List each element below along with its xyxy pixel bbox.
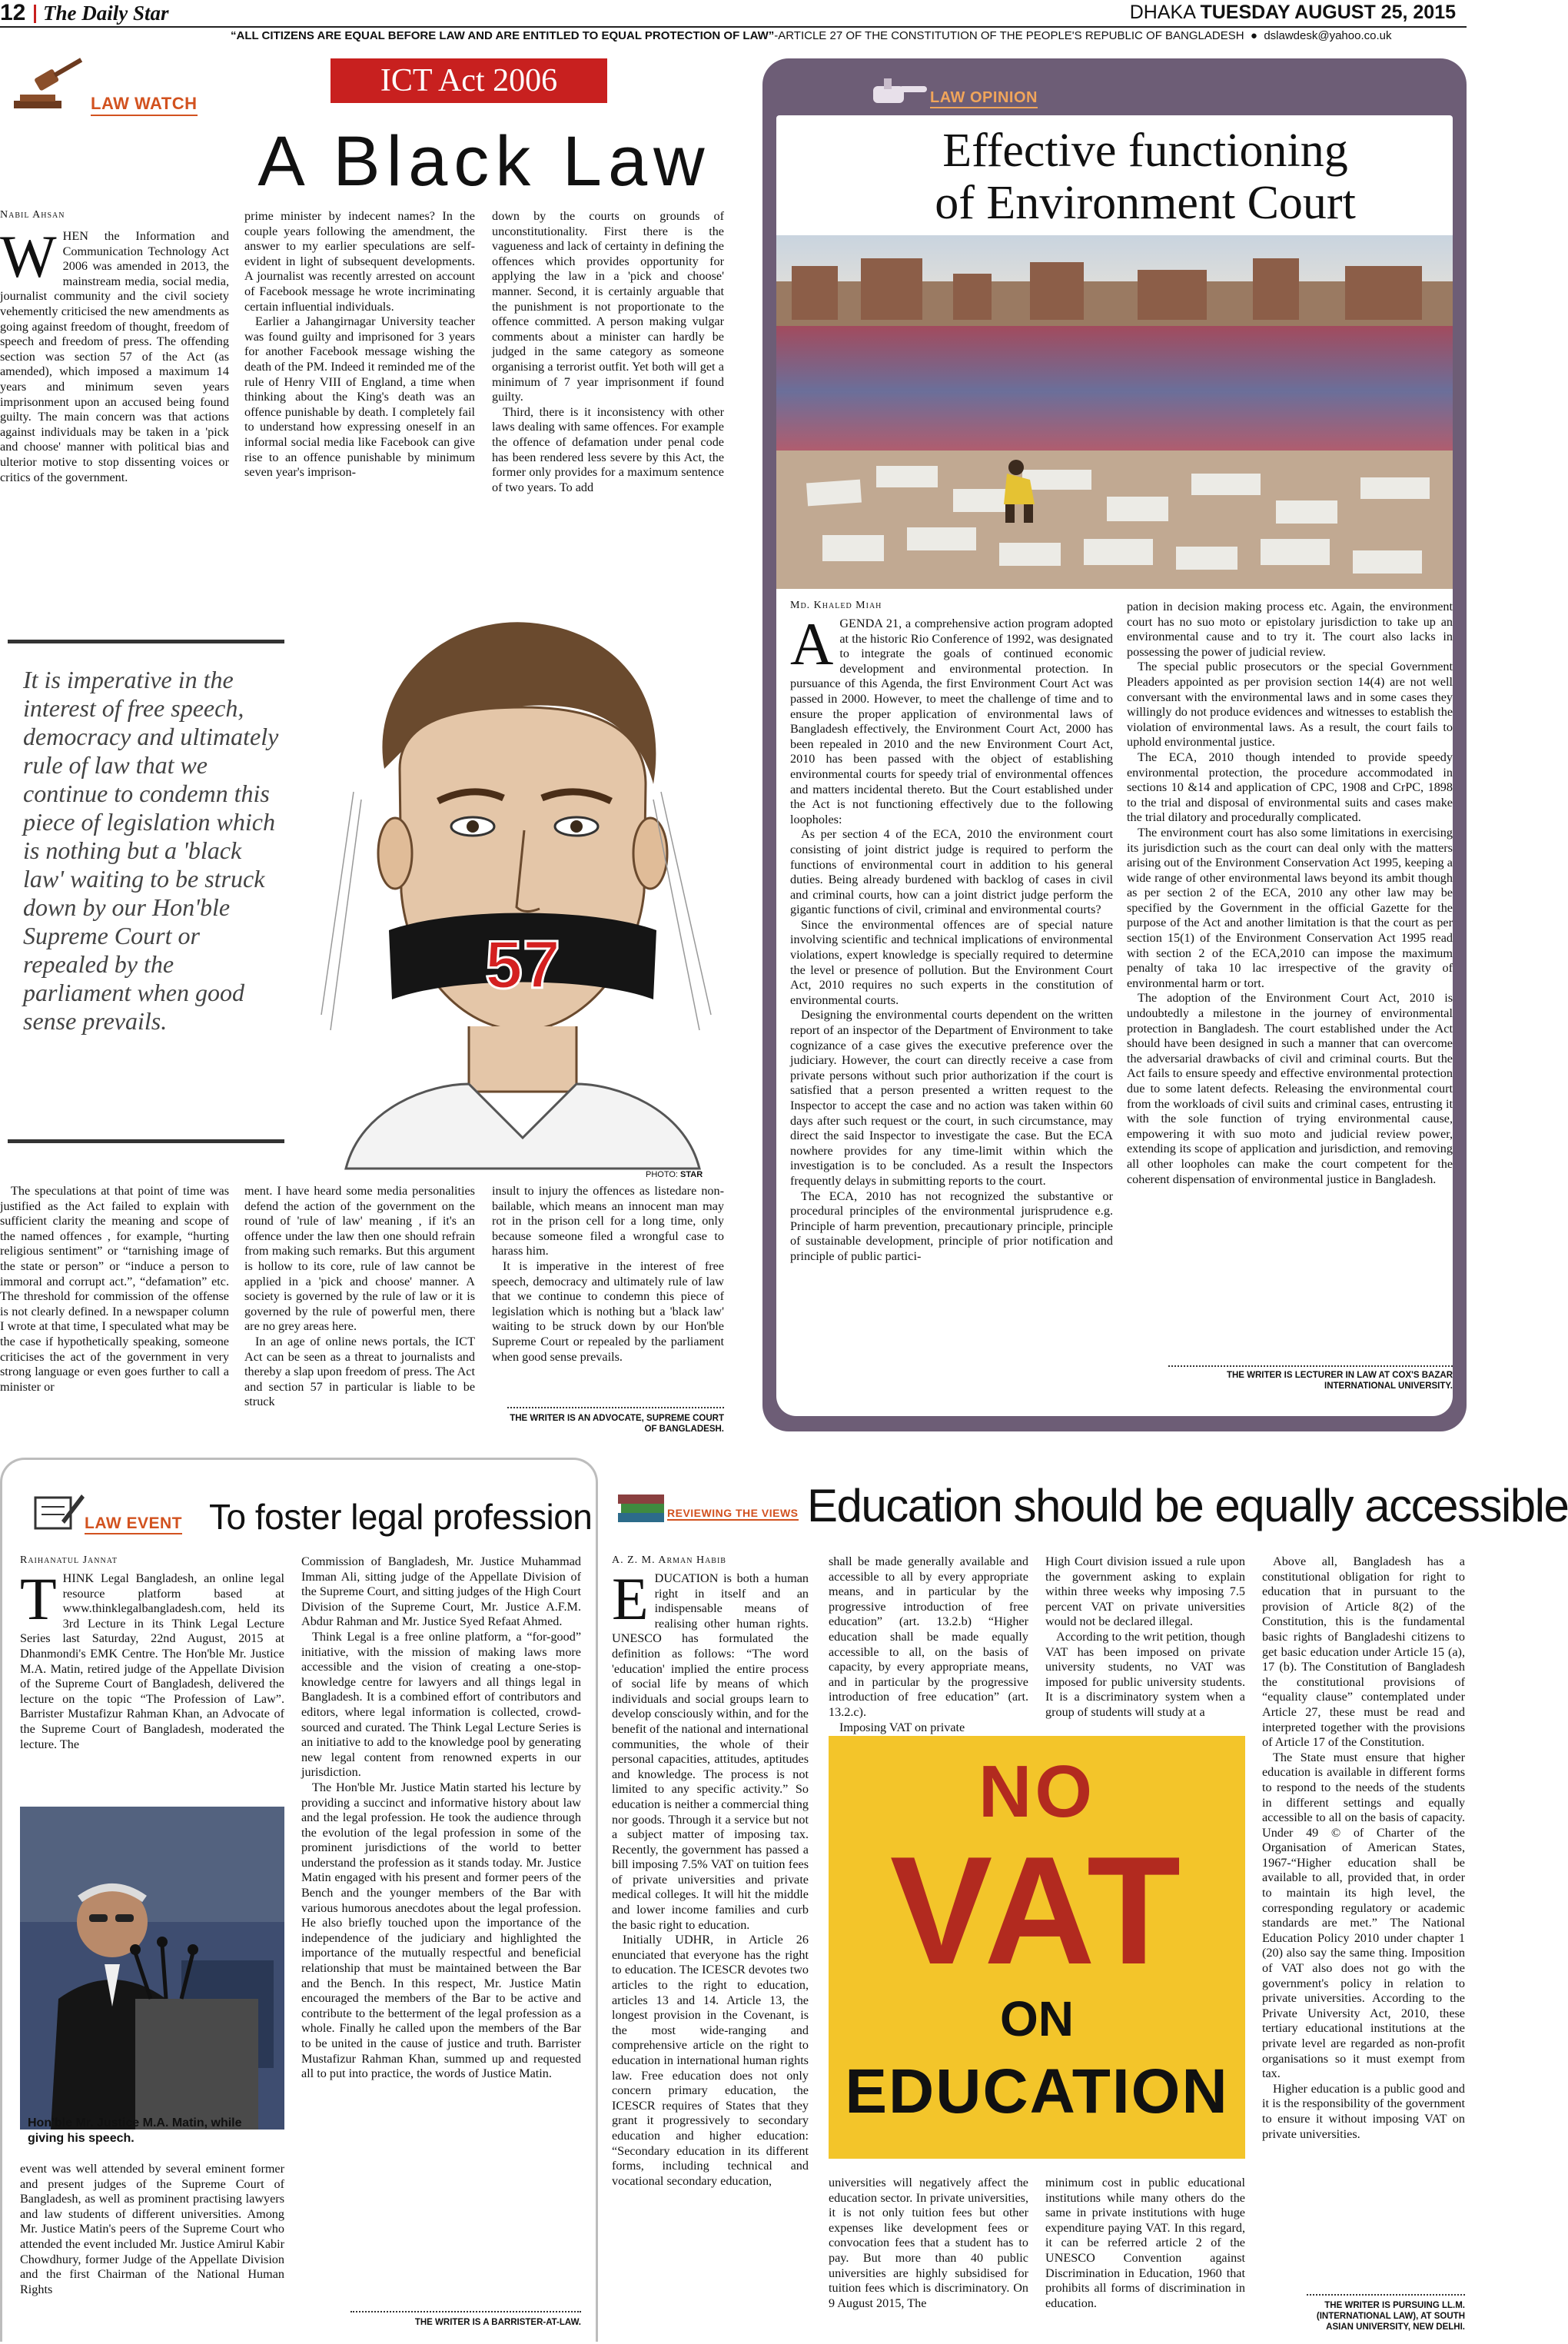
paragraph: Since the environmental offences are of special nature involving scientific and technical implications of environmental violations, expert knowledge is specially required to determine the level or presence of pollution. But the Environment Court Act, 2010 requires no such experts in the constitution of environmental courts.	[790, 917, 1113, 1007]
law-watch-signoff: THE WRITER IS AN ADVOCATE, SUPREME COURT OF BANGLADESH.	[510, 1414, 724, 1434]
reviewing-col3-bottom	[1045, 2176, 1245, 2311]
law-watch-col1	[0, 223, 229, 485]
law-watch-bottom-col2	[244, 1184, 475, 1410]
quote-text: “ALL CITIZENS ARE EQUAL BEFORE LAW AND ARE ENTITLED TO EQUAL PROTECTION OF LAW”	[231, 29, 775, 42]
page-number: 12	[0, 0, 37, 26]
signoff-rule	[1307, 2294, 1465, 2296]
photo-credit	[646, 1170, 703, 1179]
paragraph: event was well attended by several eminent former and present judges of the Supreme Court of Bangladesh, as well as prominent practising lawyers and law students of different universities. Among Mr. Justice Matin's peers of the Supreme Court who attended the event included Mr. Justice Amirul Kabir Chowdhury, former Judge of the Appellate Division and the first Chairman of the National Human Rights	[20, 2162, 284, 2296]
law-opinion-col2	[1127, 600, 1453, 1187]
paragraph: The ECA, 2010 has not recognized the substantive or procedural principles of the environmental jurisprudence e.g. Principle of harm prevention, precautionary principle, principle of sustainable development, principle of prior notification and principle of public partici-	[790, 1189, 1113, 1263]
date: TUESDAY AUGUST 25, 2015	[1200, 2, 1456, 23]
paragraph: It is imperative in the interest of free speech, democracy and ultimately rule of law that we continue to condemn this piece of legislation which is nothing but a 'black law' waiting to be struck down by our Hon'ble Supreme Court or repealed by the parliament when good sense prevails.	[492, 1258, 724, 1364]
paragraph: Higher education is a public good and it is the responsibility of the government to ensure it without imposing VAT on private universities.	[1262, 2081, 1465, 2141]
books-icon	[615, 1484, 670, 1527]
constitution-quote	[231, 28, 1392, 45]
bullet-icon: ●	[1250, 29, 1257, 42]
dropcap: T	[20, 1565, 57, 1632]
reviewing-views-byline: A. Z. M. Arman Habib	[612, 1554, 726, 1566]
paragraph: insult to injury the offences as listedare non-bailable, which means an innocent man may rot in the prison cell for a long time, only because someone filed a wrongful case to harass him.	[492, 1184, 724, 1258]
no-vat-poster	[829, 1736, 1245, 2159]
city: DHAKA	[1129, 2, 1195, 23]
signoff-rule	[507, 1407, 724, 1408]
pull-quote-rule-bottom	[8, 1139, 284, 1143]
law-event-label: LAW EVENT	[85, 1514, 182, 1534]
signoff-line: (INTERNATIONAL LAW), AT SOUTH	[1316, 2312, 1465, 2321]
notepad-icon	[31, 1490, 85, 1533]
paragraph: pation in decision making process etc. Again, the environment court has no suo moto or epistolary jurisdiction to take up an environmental cause and to try it. The court also lacks in possessing the power of judicial review.	[1127, 600, 1453, 659]
paragraph: In an age of online news portals, the ICT Act can be seen as a threat to journalists and thereby a slap upon freedom of press. The Act and section 57 in particular is liable to be struck	[244, 1334, 475, 1409]
paragraph: prime minister by indecent names? In the couple years following the amendment, the answer to my earlier speculations are self-evident in light of subsequent developments. A journalist was recently arrested on account of Facebook message he wrote incriminating certain influential individuals.	[244, 209, 475, 314]
paragraph: Imposing VAT on private	[839, 1720, 965, 1734]
paragraph: High Court division issued a rule upon the government asking to explain within three weeks why imposing 7.5 percent VAT on private universities would not be declared illegal.	[1045, 1554, 1245, 1629]
reviewing-views-label: REVIEWING THE VIEWS	[667, 1507, 799, 1519]
paragraph: The ECA, 2010 though intended to provide speedy environmental protection, the procedure accommodated in sections 10 &14 and application of CPC, 1908 and CrPC, 1898 to the trial and disposal of environmental suits and cases make the trial dilatory and procedurally complicated.	[1127, 750, 1453, 825]
paragraph: Third, there is it inconsistency with other laws dealing with same offences. For example the offence of defamation under penal code has been rendered less severe by this Act, the former only provides for a maximum sentence of two years. To add	[492, 404, 724, 494]
paragraph: Designing the environmental courts dependent on the written report of an inspector of the Department of Environment to take cognizance of a case gives the executive preference over the judiciary. However, the court can directly receive a case from private persons without such prior authorization if the court is satisfied that a person presented a written request to the Inspector to accept the case and no action was taken within 60 days after such request or the court, in such circumstance, may direct the said Inspector to investigate the case. But the ECA nowhere provides for any time-limit within which the investigation is to be concluded. As a result the Inspectors frequently delays in submitting reports to the court.	[790, 1008, 1113, 1188]
law-event-headline: To foster legal profession	[209, 1497, 593, 1537]
paragraph: ment. I have heard some media personalities defend the action of the government on the round of 'rule of law' meaning , if it's an offence under the law then one should refrain from making such remarks. But this argument is hollow to its core, rule of law cannot be applied in a 'pick and choose' manner. A society is governed by the rule of law or it is governed by the rule of powerful men, there are no grey areas here.	[244, 1184, 475, 1334]
law-watch-label: LAW WATCH	[91, 94, 198, 116]
paragraph: GENDA 21, a comprehensive action program adopted at the historic Rio Conference of 1992, was designated to integrate the goals of continued economic development and environmental protection. In pursuance of this Agenda, the first Environment Court Act was passed in 2000. However, to meet the challenge of time and to ensure the proper application of environmental laws of Bangladesh effectively, the Environment Court Act, 2000 has been repealed in 2010 and the new Environment Court Act, 2010 has been passed with the object of establishing environmental courts for speedy trial of environmental offences and matters incidental thereto. But the Court established under the Act is not functioning effectively due to the following loopholes:	[790, 617, 1113, 826]
pointing-hand-icon	[869, 63, 930, 109]
reviewing-col4	[1262, 1554, 1465, 2142]
reviewing-col2-bottom	[829, 2176, 1028, 2311]
law-watch-bottom-col3	[492, 1184, 724, 1365]
law-watch-bottom-col1	[0, 1184, 229, 1395]
paragraph: The adoption of the Environment Court Act, 2010 is undoubtedly a milestone in the journey of environmental protection in Bangladesh. The court established under the Act should have been designed in such a manner that can overcome the adversarial drawbacks of civil and criminal courts. But the Act fails to ensure speedy and effective environmental protection due to some latent defects. Releasing the environmental court from the workloads of civil suits and criminal cases, entrusting it with the sole function of trying environmental cause, empowering it with suo moto and judicial review power, extending its scope of application and jurisdiction, and removing all other loopholes can make the court competent for the coherent dispensation of environmental justice in Bangladesh.	[1127, 991, 1453, 1186]
section-number-label: 57	[485, 926, 560, 1002]
masthead-divider	[34, 5, 36, 23]
poster-line-on: ON	[1000, 1991, 1074, 2046]
law-watch-col3	[492, 209, 724, 495]
reviewing-col2-top	[829, 1554, 1028, 1735]
paragraph: The speculations at that point of time was justified as the Act failed to explain with sufficient clarity the meaning and scope of the named offences , for example, “hurting religious sentiment” or “tarnishing image of the state or person” or “induce a person to immoral and corrupt act.”, “defamation” etc. The threshold for commission of the offense is not clearly defined. In a newspaper column I wrote at that time, I speculated what may be the case if hypothetically speaking, someone criticises the act of the government in very strong language or even goes further to call a minister or	[0, 1184, 229, 1394]
masthead	[0, 0, 1467, 48]
law-event-col1-bottom	[20, 2162, 284, 2297]
paragraph: down by the courts on grounds of unconstitutionality. First there is the vagueness and lack of certainty in defining the offences which provides opportunity for applying the law in a 'pick and choose' manner. Second, it is certainly arguable that the punishment is not proportionate to the offence committed. A person making vulgar comments about a minister can hardly be judged in the same category as someone organising a terrorist outfit. Yet both will get a minimum of 7 year imprisonment if found guilty.	[492, 209, 724, 404]
headline-line: Effective functioning	[942, 125, 1348, 177]
signoff-rule	[350, 2311, 581, 2312]
paragraph: The environment court has also some limitations in exercising its jurisdiction such as the court can deal only with the matters arising out of the Environment Conservation Act 1995, keeping a wide range of other environmental laws beyond its ambit though as per section 2 of the ECA, 2010 any other law may be specified by the Government in the official Gazette for the purpose of the Act and another limitation is that the court as per section 15(1) of the Environment Conservation Act 1995 read with section 2 of the ECA,2010 can impose the maximum penalty of taka 10 lac irrespective of the gravity of environmental harm or tort.	[1127, 825, 1453, 990]
paper-name: The Daily Star	[43, 2, 169, 25]
law-opinion-label: LAW OPINION	[930, 89, 1038, 108]
paragraph: The special public prosecutors or the special Government Pleaders appointed as per provision section 14(4) are not well conversant with the environmental laws and in some cases they willingly do not produce evidences and witnesses to establish the violation of environmental laws. As a result, the court fails to uphold environmental justice.	[1127, 660, 1453, 750]
signoff-line: INTERNATIONAL UNIVERSITY.	[1324, 1381, 1453, 1391]
law-opinion-signoff	[1107, 1370, 1453, 1391]
email-link[interactable]: dslawdesk@yahoo.co.uk	[1264, 29, 1392, 42]
law-event-byline: Raihanatul Jannat	[20, 1554, 118, 1566]
paragraph: minimum cost in public educational institutions while many others do the same in private institutions with huge expenditure paying VAT. In this regard, it can be referred article 2 of the UNESCO Convention against Discrimination in Education, 1960 that prohibits all forms of discrimination in education.	[1045, 2176, 1245, 2310]
reviewing-col3-top	[1045, 1554, 1245, 1721]
dropcap: E	[612, 1565, 649, 1632]
reviewing-signoff	[1261, 2300, 1465, 2332]
dropcap: A	[790, 610, 834, 677]
paragraph: As per section 4 of the ECA, 2010 the environment court consisting of joint district judge is required to perform the functions of environmental court in addition to his general duties. Being already burdened with backlog of cases in civil and criminal courts, how can a joint district judge perform the gigantic functions of civil, criminal and environmental courts?	[790, 827, 1113, 917]
photo-caption: Hon'ble Mr. Justice M.A. Matin, while giving his speech.	[28, 2116, 242, 2145]
law-opinion-byline: Md. Khaled Miah	[790, 600, 882, 611]
paragraph: HINK Legal Bangladesh, an online legal resource platform based at www.thinklegalbangladesh.com, held its 3rd Lecture in its Think Legal Lecture Series last Saturday, 22nd August, 2015 at Dhanmondi's EMK Centre. The Hon'ble Mr. Justice M.A. Matin, retired judge of the Appellate Division of the Supreme Court of Bangladesh, delivered the lecture on the topic “The Profession of Law”. Barrister Mustafizur Rahman Khan, an Advocate of the Supreme Court of Bangladesh, moderated the lecture. The	[20, 1571, 284, 1751]
signoff-line: THE WRITER IS PURSUING LL.M.	[1324, 2301, 1465, 2310]
law-opinion-headline	[861, 125, 1430, 229]
paragraph: Earlier a Jahangirnagar University teacher was found guilty and imprisoned for 3 years for another Facebook message wishing the death of the PM. Indeed it reminded me of the rule of Henry VIII of England, a time when thinking about the King's death was an offence punishable by death. I completely fail to understand how expressing oneself in an informal social media like Facebook can give rise to an offence punishable by minimum seven year's imprison-	[244, 314, 475, 480]
law-event-col2	[301, 1554, 581, 2082]
photo-credit-source: STAR	[680, 1170, 703, 1179]
reviewing-views-headline: Education should be equally accessible	[807, 1480, 1568, 1531]
poster-line-education: EDUCATION	[845, 2056, 1229, 2126]
quote-source: -ARTICLE 27 OF THE CONSTITUTION OF THE PEOPLE'S REPUBLIC OF BANGLADESH	[774, 29, 1244, 42]
signoff-line: THE WRITER IS LECTURER IN LAW AT COX'S BAZAR	[1226, 1371, 1453, 1380]
paragraph: The Hon'ble Mr. Justice Matin started his lecture by providing a succinct and informative history about law and the legal profession. He took the audience through the evolution of the legal profession in some of the prominent jurisdictions of the world to better understand the profession as it stands today. Mr. Justice Matin engaged with his present and former peers of the Bench and the younger members of the Bar with various humorous anecdotes about the legal profession. He also briefly touched upon the importance of the independence of the judiciary and highlighted the importance of the mutually respectful and beneficial relationship that must be maintained between the Bar and the Bench. In this respect, Mr. Justice Matin encouraged the members of the Bar to be active and contribute to the betterment of the legal profession as a whole. Finally he called upon the members of the Bar to be united in the cause of justice and truth. Barrister Mustafizur Rahman Khan, summed up and requested all to put into practice, the words of Justice Matin.	[301, 1780, 581, 2081]
paragraph: According to the writ petition, though VAT has been imposed on private university students, no VAT was imposed for public university students. It is a discriminatory system when a group of students will study at a	[1045, 1629, 1245, 1719]
paragraph: shall be made generally available and accessible to all by every appropriate means, and in particular by the progressive introduction of free education” (art. 13.2.b) “Higher education shall be made equally accessible to all, on the basis of capacity, by every appropriate means, and in particular by the progressive introduction of free education” (art. 13.2.c).	[829, 1554, 1028, 1719]
paragraph: Commission of Bangladesh, Mr. Justice Muhammad Imman Ali, sitting judge of the Appellate Division of the Supreme Court, and sitting judges of the High Court Division of the Supreme Court, Mr. Justice A.F.M. Abdur Rahman and Mr. Justice Syed Refaat Ahmed.	[301, 1554, 581, 1629]
signoff-rule	[1168, 1365, 1453, 1367]
law-watch-col2	[244, 209, 475, 480]
paragraph: universities will negatively affect the education sector. In private universities, it is not only tuition fees but other expenses like development fees or convocation fees that a student has to pay. But more than 40 public universities are highly subsidised for tuition fees which is discriminatory. On 9 August 2015, The	[829, 2176, 1028, 2310]
law-event-signoff: THE WRITER IS A BARRISTER-AT-LAW.	[414, 2318, 581, 2327]
paragraph: Think Legal is a free online platform, a “for-good” initiative, with the mission of making laws more accessible and the vision of creating a one-stop-knowledge centre for lawyers and all things legal in Bangladesh. It is a combined effort of contributors and editors, where legal information is collected, crowd-sourced and curated. The Think Legal Lecture Series is an initiative to add to the knowledge pool by generating new legal content from renowned experts in our jurisdiction.	[301, 1629, 581, 1780]
gagged-man-illustration	[315, 600, 715, 1169]
polluted-river-photo	[776, 235, 1453, 589]
signoff-line: ASIAN UNIVERSITY, NEW DELHI.	[1326, 2322, 1465, 2332]
date-line	[1130, 0, 1456, 25]
law-event-col1	[20, 1565, 284, 1752]
paragraph: Above all, Bangladesh has a constitutional obligation for right to education that in pursuant to the provision of Article 8(2) of the Constitution, this is the fundamental basic rights of Bangladeshi citizens to get basic education under Article 15 (a), 17 (b). The Constitution of Bangladesh the constitutional provisions of “equality clause” contemplated under Article 27, these must be read and interpreted together with the provisions of Article 17 of the Constitution.	[1262, 1554, 1465, 1750]
poster-line-no: NO	[978, 1751, 1095, 1833]
reviewing-col1	[612, 1565, 809, 2189]
pull-quote: It is imperative in the interest of free speech, democracy and ultimately rule of law that we continue to condemn this piece of legislation which is nothing but a 'black law' waiting to be struck down by our Hon'ble Supreme Court or repealed by the parliament when good sense prevails.	[23, 666, 279, 1035]
gavel-icon	[6, 58, 91, 112]
paragraph: HEN the Information and Communication Technology Act 2006 was amended in 2013, the mainstream media, social media, journalist community and the civil society vehemently criticised the new amendments as going against freedom of thought, freedom of speech and freedom of press. The offending section was section 57 of the Act (as amended), which imposed a maximum 14 years and minimum seven years imprisonment upon an accused being found guilty. The main concern was that actions against individuals may be taken in a 'pick and choose' manner with political bias and ulterior motive to stop dissenting voices or critics of the government.	[0, 229, 229, 484]
paragraph: The State must ensure that higher education is available in different forms to respond to the needs of the students in different settings and equally accessible to all on the basis of capacity. Under 49 © of Charter of the Organisation of American States, 1967-“Higher education shall be available to all, provided that, in order to maintain its high level, the corresponding regulatory or academic standards are met.” The National Education Policy 2010 under chapter 1 (20) also say the same thing. Imposition of VAT also does not go with the government's policy in relation to private universities. According to the Private University Act, 2010, these tertiary educational institutions at the private level are regarded as non-profit organisations so it must exempt from tax.	[1262, 1750, 1465, 2081]
poster-line-vat: VAT	[889, 1825, 1184, 1997]
law-opinion-col1	[790, 610, 1113, 1265]
speaker-photo	[20, 1807, 284, 2130]
pull-quote-rule-top	[8, 640, 284, 643]
law-watch-byline: Nabil Ahsan	[0, 209, 65, 221]
photo-credit-prefix: PHOTO:	[646, 1170, 678, 1179]
headline-line: of Environment Court	[935, 177, 1356, 229]
paragraph: Initially UDHR, in Article 26 enunciated that everyone has the right to education. The ICESCR devotes two articles to the right to education, articles 13 and 14. Article 13, the longest provision in the Covenant, is the most wide-ranging and comprehensive article on the right to education in international human rights law. Free education does not only concern primary education, the ICESCR requires of States that they grant it progressively to secondary education and higher education: “Secondary education in its different forms, including technical and vocational secondary education,	[612, 1933, 809, 2188]
paragraph: DUCATION is both a human right in itself and an indispensable means of realising other human rights. UNESCO has formulated the definition as follows: “The word 'education' implied the entire process of social life by means of which individuals and social groups learn to develop consciously within, and for the benefit of the national and international communities, the whole of their personal capacities, attitudes, aptitudes and knowledge. The process is not limited to any specific activity.” So education is neither a commercial thing nor goods. Through it a service but not a subject matter of imposing tax. Recently, the government has passed a bill imposing 7.5% VAT on tuition fees of private universities and private medical colleges. It will hit the middle and lower income families and curb the basic right to education.	[612, 1571, 809, 1932]
law-watch-headline: A Black Law	[257, 122, 711, 201]
law-watch-kicker: ICT Act 2006	[331, 58, 607, 103]
dropcap: W	[0, 223, 57, 290]
